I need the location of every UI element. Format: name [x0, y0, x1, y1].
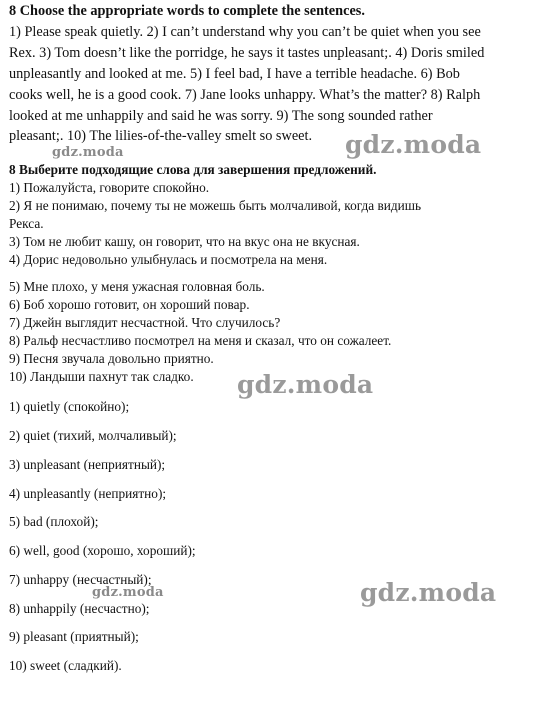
english-line: unpleasantly and looked at me. 5) I feel bad, I have a terrible headache. 6) Bob	[9, 66, 460, 82]
watermark: gdz.moda	[237, 370, 374, 399]
english-line: 1) Please speak quietly. 2) I can’t understand why you can’t be quiet when you see	[9, 24, 481, 40]
watermark: gdz.moda	[92, 585, 164, 600]
russian-line: 1) Пожалуйста, говорите спокойно.	[9, 180, 210, 195]
answer-item: 5) bad (плохой);	[9, 514, 99, 529]
russian-line: 8) Ральф несчастливо посмотрел на меня и сказал, что он сожалеет.	[9, 333, 392, 348]
answer-item: 8) unhappily (несчастно);	[9, 601, 150, 616]
answer-item: 10) sweet (сладкий).	[9, 658, 122, 673]
answer-item: 9) pleasant (приятный);	[9, 629, 139, 644]
english-line: cooks well, he is a good cook. 7) Jane looks unhappy. What’s the matter? 8) Ralph	[9, 87, 481, 103]
russian-line: 7) Джейн выглядит несчастной. Что случилось?	[9, 315, 281, 330]
russian-line: 6) Боб хорошо готовит, он хороший повар.	[9, 297, 250, 312]
english-line: pleasant;. 10) The lilies-of-the-valley smelt so sweet.	[9, 128, 313, 144]
russian-line: 4) Дорис недовольно улыбнулась и посмотрела на меня.	[9, 252, 328, 267]
russian-line: 3) Том не любит кашу, он говорит, что на вкус она не вкусная.	[9, 234, 360, 249]
answer-item: 2) quiet (тихий, молчаливый);	[9, 428, 177, 443]
english-line: Rex. 3) Tom doesn’t like the porridge, he says it tastes unpleasant;. 4) Doris smiled	[9, 45, 485, 61]
answer-item: 6) well, good (хорошо, хороший);	[9, 543, 196, 558]
watermark: gdz.moda	[360, 578, 497, 607]
russian-line: 5) Мне плохо, у меня ужасная головная боль.	[9, 279, 265, 294]
russian-heading: 8 Выберите подходящие слова для завершения предложений.	[9, 162, 377, 177]
answer-item: 3) unpleasant (неприятный);	[9, 457, 166, 472]
watermark: gdz.moda	[52, 145, 124, 160]
english-heading: 8 Choose the appropriate words to complete the sentences.	[9, 3, 365, 19]
russian-line: 9) Песня звучала довольно приятно.	[9, 351, 214, 366]
answer-item: 7) unhappy (несчастный);	[9, 572, 152, 587]
english-line: looked at me unhappily and said he was sorry. 9) The song sounded rather	[9, 108, 433, 124]
watermark: gdz.moda	[345, 130, 482, 159]
answer-item: 1) quietly (спокойно);	[9, 399, 130, 414]
russian-line: 2) Я не понимаю, почему ты не можешь быть молчаливой, когда видишь	[9, 198, 422, 213]
russian-line: Рекса.	[9, 216, 44, 231]
answer-item: 4) unpleasantly (неприятно);	[9, 486, 167, 501]
russian-line: 10) Ландыши пахнут так сладко.	[9, 369, 194, 384]
